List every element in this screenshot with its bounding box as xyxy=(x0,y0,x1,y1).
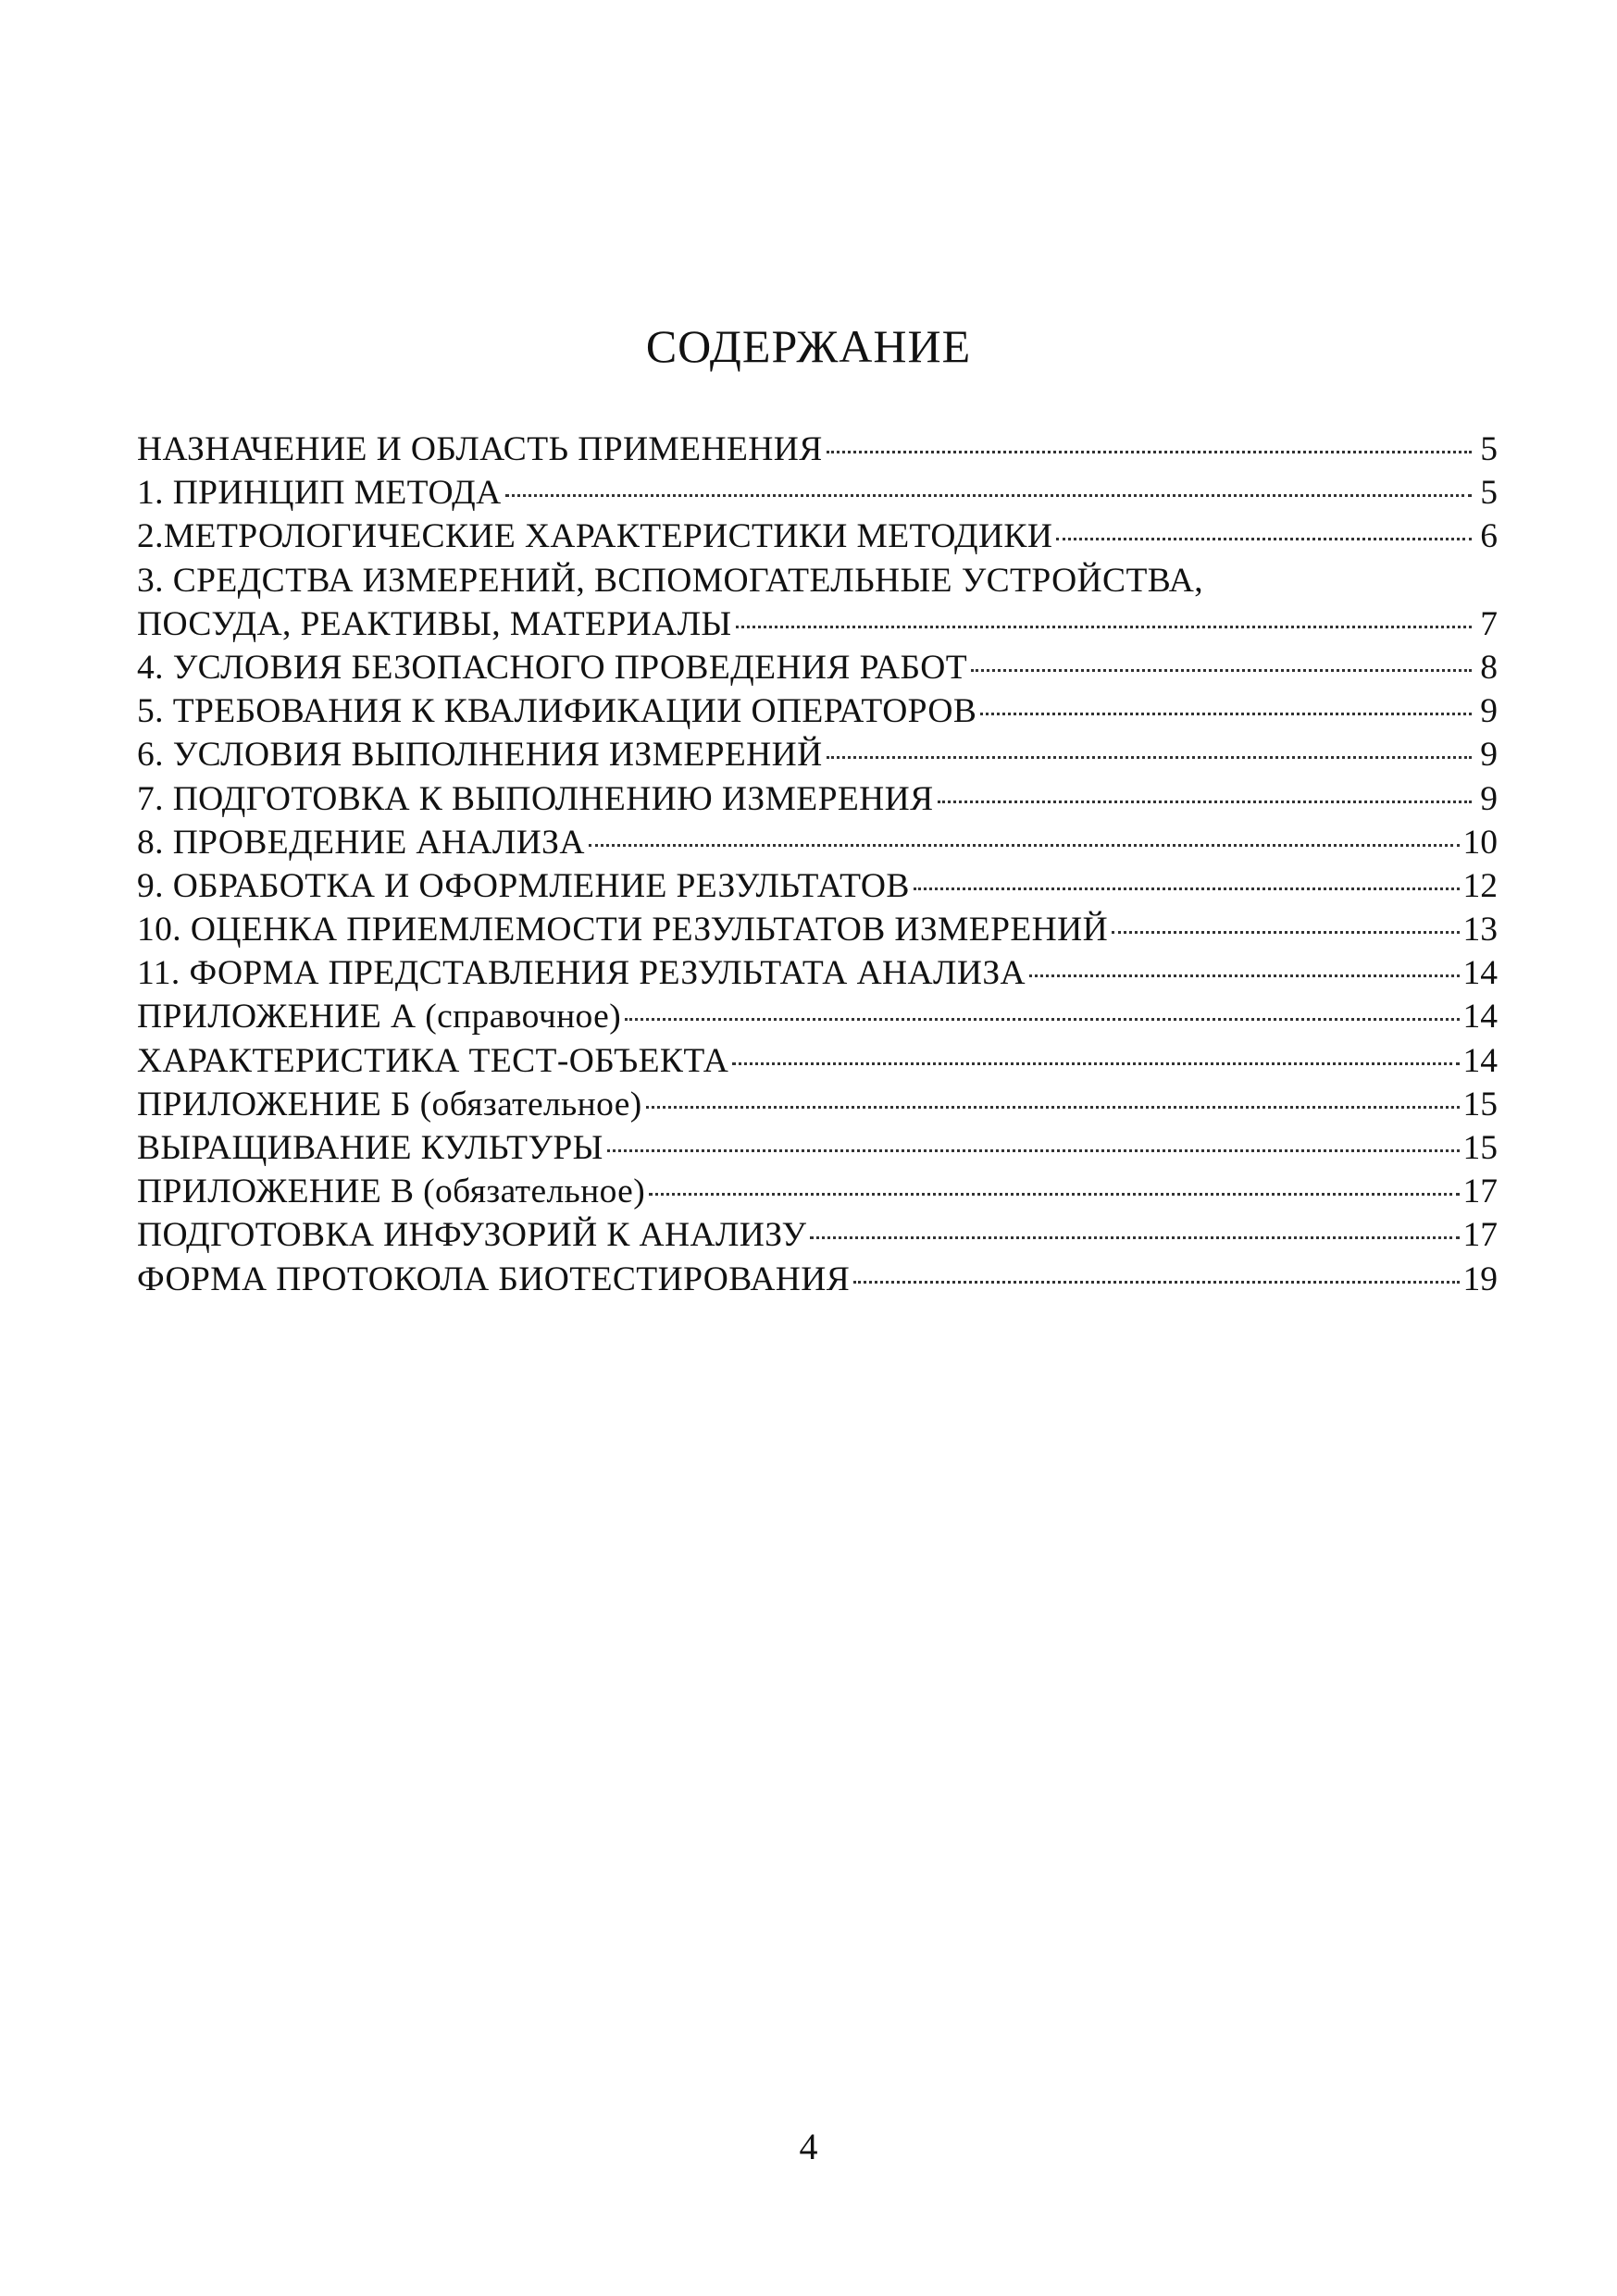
toc-entry-label-continuation: ПОСУДА, РЕАКТИВЫ, МАТЕРИАЛЫ xyxy=(137,604,732,643)
dot-leader xyxy=(649,1193,1459,1196)
toc-entry-label: 6. УСЛОВИЯ ВЫПОЛНЕНИЯ ИЗМЕРЕНИЙ xyxy=(137,736,823,775)
toc-entry-label: 2.МЕТРОЛОГИЧЕСКИЕ ХАРАКТЕРИСТИКИ МЕТОДИКИ xyxy=(137,517,1053,556)
toc-entry[interactable] xyxy=(137,733,1498,776)
toc-entry-page: 15 xyxy=(1462,1129,1498,1167)
toc-entry-page: 14 xyxy=(1462,998,1498,1036)
dot-leader xyxy=(980,713,1472,715)
toc-entry[interactable] xyxy=(137,646,1498,689)
dot-leader xyxy=(607,1149,1460,1152)
toc-entry-label: ВЫРАЩИВАНИЕ КУЛЬТУРЫ xyxy=(137,1129,603,1167)
toc-entry-label: 11. ФОРМА ПРЕДСТАВЛЕНИЯ РЕЗУЛЬТАТА АНАЛИЗА xyxy=(137,954,1026,993)
toc-entry-page: 9 xyxy=(1480,779,1498,818)
toc-entry[interactable] xyxy=(137,951,1498,995)
toc-entry-page: 14 xyxy=(1462,1041,1498,1080)
toc-entry-label: 9. ОБРАБОТКА И ОФОРМЛЕНИЕ РЕЗУЛЬТАТОВ xyxy=(137,866,910,905)
dot-leader xyxy=(1112,931,1459,934)
toc-entry[interactable] xyxy=(137,821,1498,864)
table-of-contents xyxy=(137,428,1498,1301)
toc-entry-page: 9 xyxy=(1480,736,1498,775)
toc-entry[interactable] xyxy=(137,995,1498,1038)
toc-entry-label: НАЗНАЧЕНИЕ И ОБЛАСТЬ ПРИМЕНЕНИЯ xyxy=(137,430,823,468)
toc-entry[interactable] xyxy=(137,1126,1498,1170)
toc-entry-label: 8. ПРОВЕДЕНИЕ АНАЛИЗА xyxy=(137,823,585,862)
dot-leader xyxy=(810,1236,1459,1239)
toc-entry[interactable] xyxy=(137,471,1498,515)
toc-entry-label: ПРИЛОЖЕНИЕ В (обязательное) xyxy=(137,1173,646,1211)
dot-leader xyxy=(732,1062,1459,1065)
toc-entry-label: 4. УСЛОВИЯ БЕЗОПАСНОГО ПРОВЕДЕНИЯ РАБОТ xyxy=(137,648,967,687)
toc-entry-label: 7. ПОДГОТОВКА К ВЫПОЛНЕНИЮ ИЗМЕРЕНИЯ xyxy=(137,779,934,818)
dot-leader xyxy=(505,494,1472,497)
toc-entry[interactable] xyxy=(137,1258,1498,1301)
dot-leader xyxy=(646,1106,1460,1109)
toc-entry-page: 13 xyxy=(1462,911,1498,949)
toc-entry[interactable] xyxy=(137,689,1498,733)
dot-leader xyxy=(1029,974,1460,977)
dot-leader xyxy=(827,756,1472,759)
toc-entry-page: 15 xyxy=(1462,1085,1498,1123)
toc-entry[interactable] xyxy=(137,777,1498,821)
toc-entry-page: 8 xyxy=(1480,648,1498,687)
dot-leader xyxy=(971,669,1472,672)
toc-entry-first-line[interactable] xyxy=(137,559,1498,602)
toc-entry-page: 12 xyxy=(1462,866,1498,905)
toc-entry-label: ХАРАКТЕРИСТИКА ТЕСТ-ОБЪЕКТА xyxy=(137,1041,729,1080)
dot-leader xyxy=(938,800,1472,803)
toc-entry[interactable] xyxy=(137,1170,1498,1213)
toc-entry-page: 17 xyxy=(1462,1216,1498,1255)
toc-entry-page: 10 xyxy=(1462,823,1498,862)
page-number: 4 xyxy=(799,2126,818,2167)
toc-entry[interactable] xyxy=(137,1039,1498,1083)
toc-entry[interactable] xyxy=(137,1213,1498,1257)
toc-entry[interactable] xyxy=(137,908,1498,951)
dot-leader xyxy=(853,1281,1459,1284)
toc-entry-label: ФОРМА ПРОТОКОЛА БИОТЕСТИРОВАНИЯ xyxy=(137,1260,851,1298)
dot-leader xyxy=(1056,538,1472,540)
dot-leader xyxy=(827,451,1472,453)
page-title: СОДЕРЖАНИЕ xyxy=(645,320,972,372)
toc-entry[interactable] xyxy=(137,515,1498,558)
toc-entry-page: 9 xyxy=(1480,692,1498,731)
toc-entry-label: ПРИЛОЖЕНИЕ А (справочное) xyxy=(137,998,622,1036)
toc-entry-label: 5. ТРЕБОВАНИЯ К КВАЛИФИКАЦИИ ОПЕРАТОРОВ xyxy=(137,692,977,731)
toc-entry-page: 14 xyxy=(1462,954,1498,993)
toc-entry-continuation[interactable] xyxy=(137,602,1498,646)
toc-entry-label: ПРИЛОЖЕНИЕ Б (обязательное) xyxy=(137,1085,642,1123)
toc-entry[interactable] xyxy=(137,864,1498,908)
toc-entry-page: 19 xyxy=(1462,1260,1498,1298)
toc-entry-label: 1. ПРИНЦИП МЕТОДА xyxy=(137,474,502,513)
toc-entry-label: 10. ОЦЕНКА ПРИЕМЛЕМОСТИ РЕЗУЛЬТАТОВ ИЗМЕРЕНИЙ xyxy=(137,911,1109,949)
toc-entry-page: 17 xyxy=(1462,1173,1498,1211)
dot-leader xyxy=(589,844,1460,847)
dot-leader xyxy=(914,887,1460,890)
toc-entry-page: 5 xyxy=(1480,430,1498,468)
toc-entry-page: 7 xyxy=(1480,604,1498,643)
toc-entry-page: 5 xyxy=(1480,474,1498,513)
dot-leader xyxy=(625,1018,1459,1021)
toc-entry[interactable] xyxy=(137,428,1498,471)
toc-entry-page: 6 xyxy=(1480,517,1498,556)
toc-entry[interactable] xyxy=(137,1083,1498,1126)
dot-leader xyxy=(736,626,1472,628)
toc-entry-label: 3. СРЕДСТВА ИЗМЕРЕНИЙ, ВСПОМОГАТЕЛЬНЫЕ УСТРОЙСТВА, xyxy=(137,561,1204,600)
toc-entry-label: ПОДГОТОВКА ИНФУЗОРИЙ К АНАЛИЗУ xyxy=(137,1216,807,1255)
